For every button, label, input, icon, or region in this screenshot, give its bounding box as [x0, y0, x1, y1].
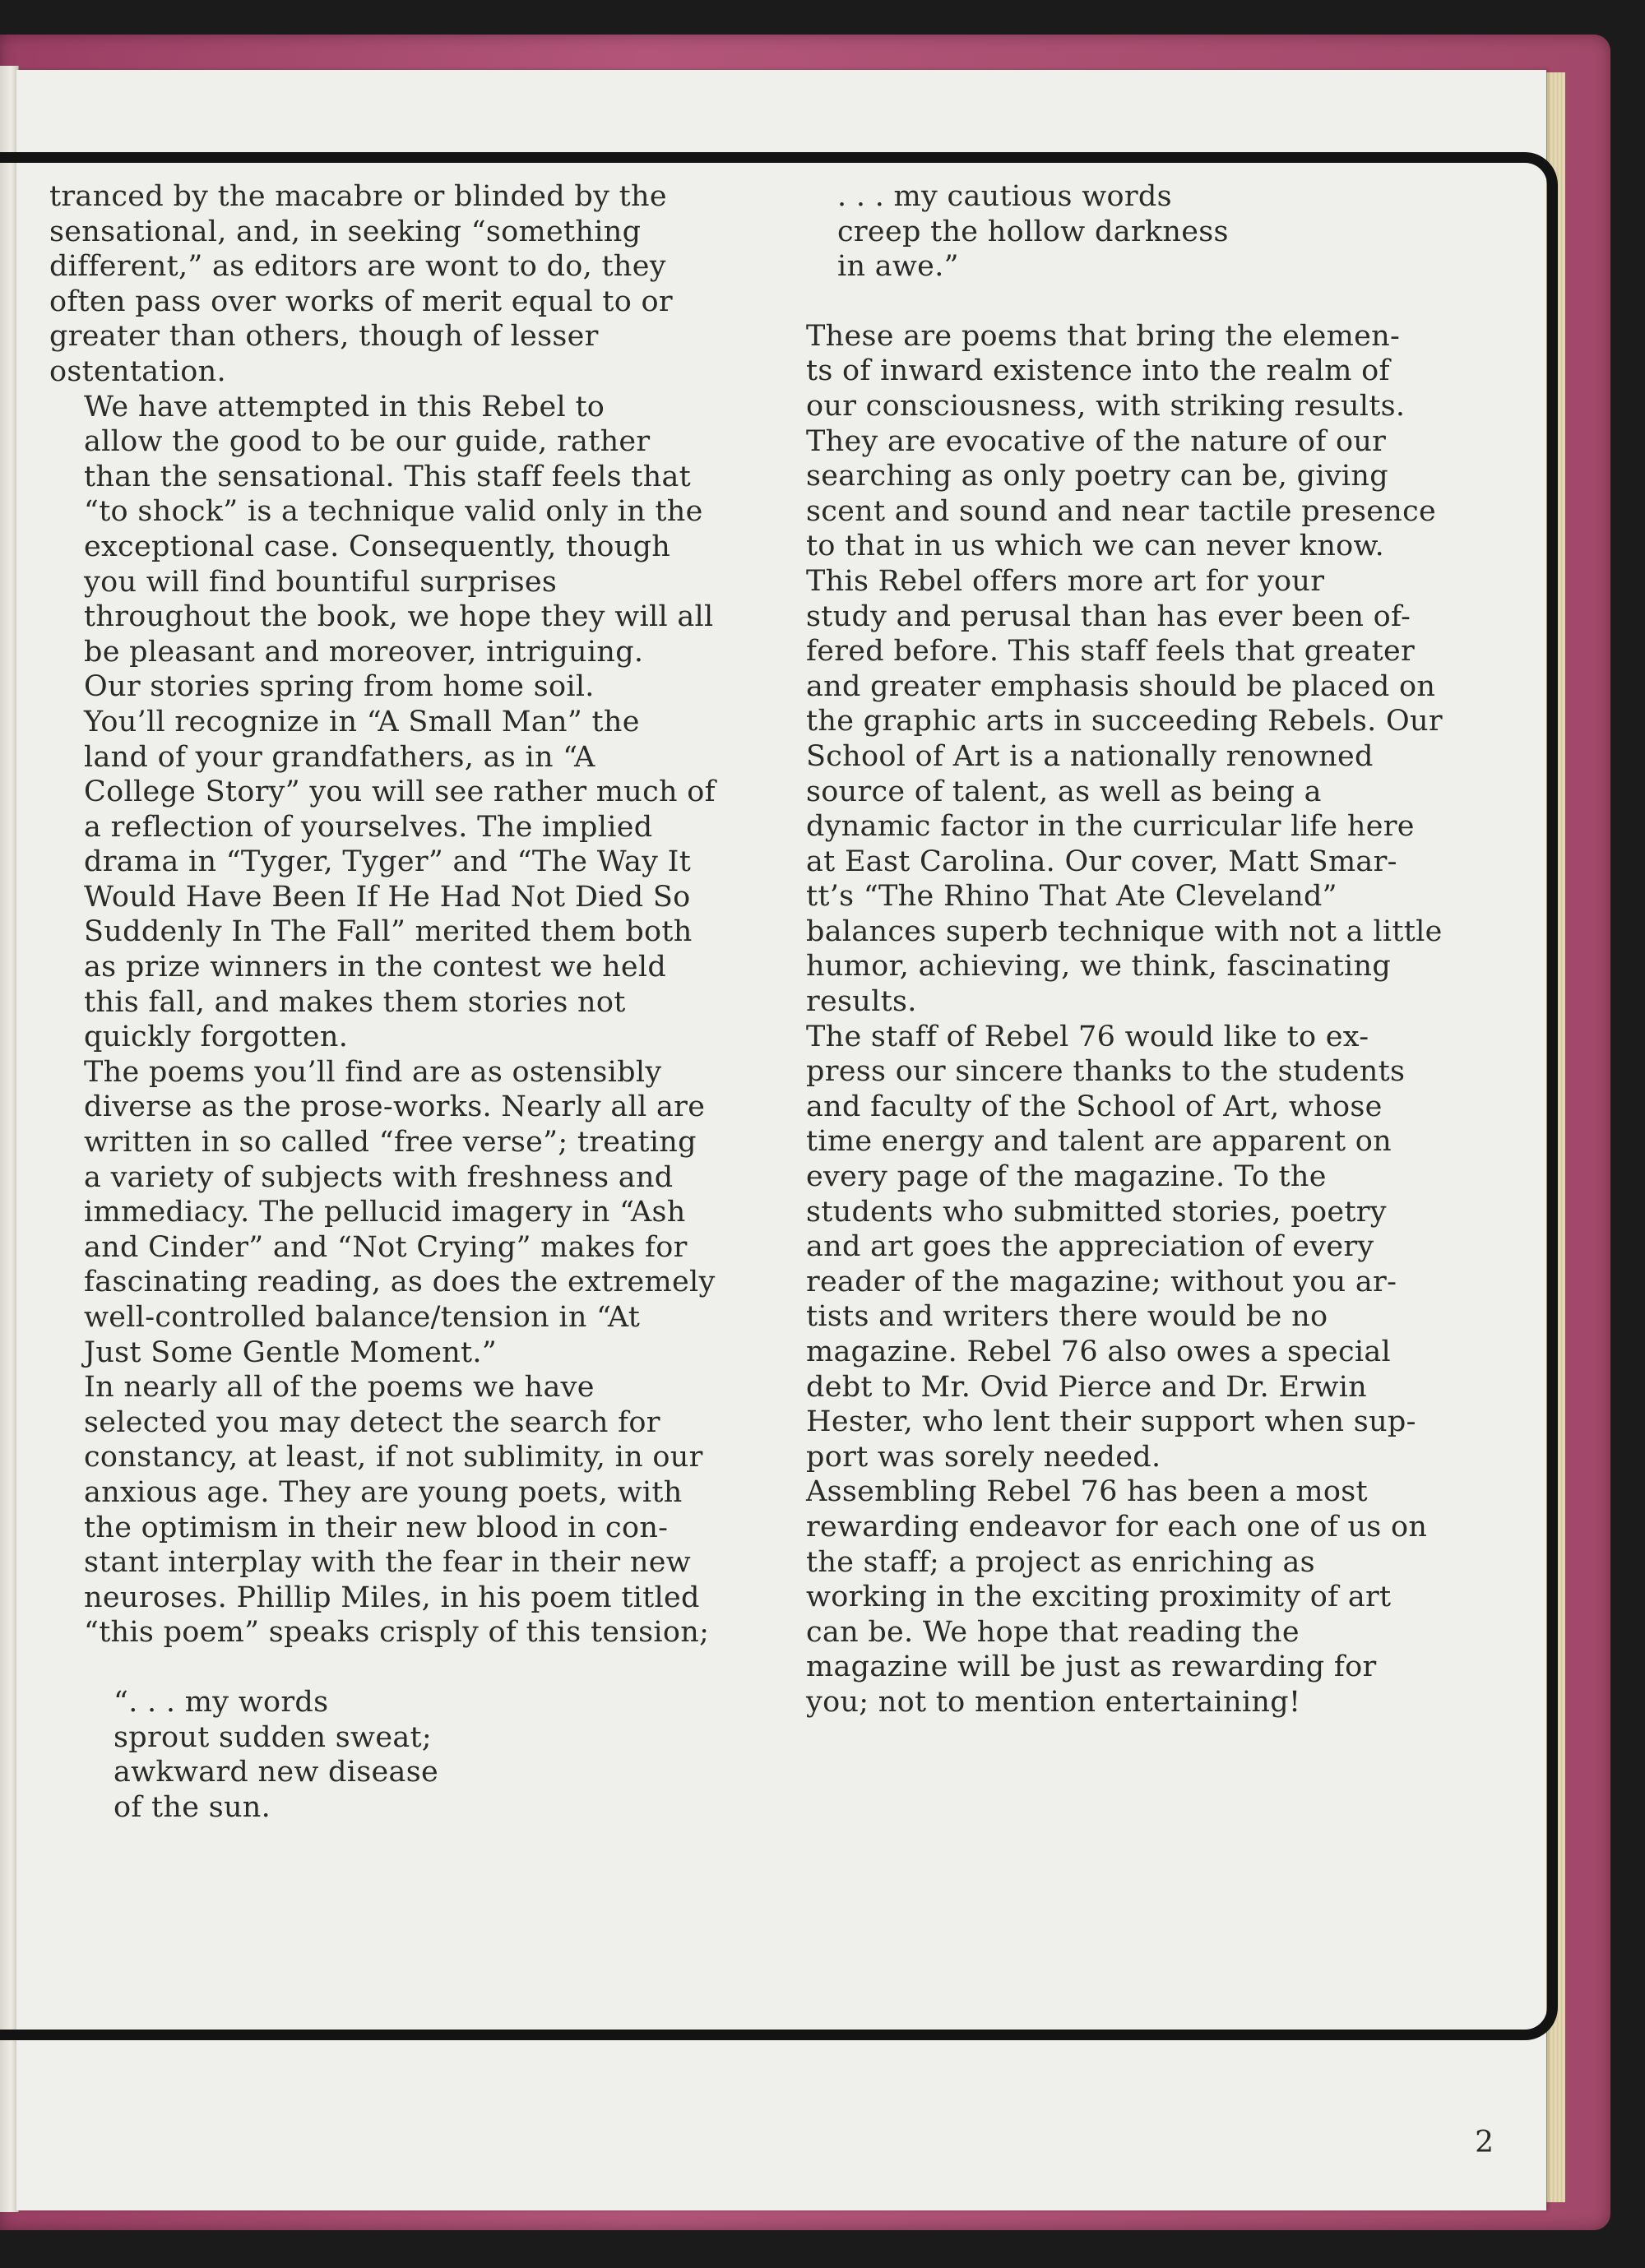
text-line: ostentation.	[49, 354, 226, 388]
text-line: of the sun.	[114, 1790, 271, 1824]
text-line: The staff of Rebel 76 would like to ex-	[806, 1020, 1369, 1053]
text-line: study and perusal than has ever been of-	[806, 599, 1411, 633]
text-line: College Story” you will see rather much of	[84, 775, 716, 809]
text-line: neuroses. Phillip Miles, in his poem titled	[84, 1581, 700, 1614]
text-line: written in so called “free verse”; treating	[84, 1126, 697, 1159]
text-line: throughout the book, we hope they will all	[84, 600, 714, 634]
text-line: port was sorely needed.	[806, 1440, 1161, 1474]
text-line: tranced by the macabre or blinded by the	[49, 180, 667, 213]
text-line: Suddenly In The Fall” merited them both	[84, 915, 693, 949]
poem-excerpt	[49, 1685, 724, 1825]
text-line: magazine will be just as rewarding for	[806, 1650, 1377, 1684]
text-line: working in the exciting proximity of art	[806, 1581, 1392, 1614]
text-line: selected you may detect the search for	[84, 1405, 660, 1439]
text-line: These are poems that bring the elemen-	[806, 319, 1401, 353]
text-line: our consciousness, with striking results.	[806, 389, 1406, 423]
paragraph	[772, 564, 1462, 1020]
paragraph	[49, 1370, 724, 1650]
text-line: “to shock” is a technique valid only in the	[84, 495, 703, 529]
text-line: as prize winners in the contest we held	[84, 951, 667, 984]
text-line: “this poem” speaks crisply of this tension;	[84, 1616, 710, 1650]
text-line: the graphic arts in succeeding Rebels. Our	[806, 705, 1443, 738]
text-line: creep the hollow darkness	[837, 215, 1229, 248]
text-line: stant interplay with the fear in their new	[84, 1546, 691, 1580]
text-line: exceptional case. Consequently, though	[84, 530, 671, 563]
text-line: Our stories spring from home soil.	[84, 670, 595, 704]
text-line: School of Art is a nationally renowned	[806, 739, 1374, 773]
text-line: ts of inward existence into the realm of	[806, 354, 1390, 388]
text-line: This Rebel offers more art for your	[806, 564, 1325, 598]
paragraph	[49, 669, 724, 1055]
text-line: to that in us which we can never know.	[806, 530, 1385, 563]
text-line: debt to Mr. Ovid Pierce and Dr. Erwin	[806, 1370, 1367, 1404]
text-line: sprout sudden sweat;	[114, 1720, 432, 1754]
text-line: and faculty of the School of Art, whose	[806, 1090, 1383, 1123]
text-line: The poems you’ll find are as ostensibly	[84, 1055, 662, 1089]
text-line: diverse as the prose-works. Nearly all are	[84, 1090, 706, 1124]
text-line: land of your grandfathers, as in “A	[84, 740, 595, 774]
text-line: press our sincere thanks to the students	[806, 1055, 1406, 1089]
text-line: a reflection of yourselves. The implied	[84, 810, 653, 844]
poem-excerpt	[772, 179, 1462, 285]
text-line: scent and sound and near tactile presence	[806, 494, 1437, 528]
paragraph	[772, 319, 1462, 564]
text-line: Just Some Gentle Moment.”	[84, 1335, 498, 1369]
text-line: results.	[806, 985, 917, 1019]
text-line: fascinating reading, as does the extremely	[84, 1266, 716, 1299]
text-line: sensational, and, in seeking “something	[49, 215, 642, 248]
text-line: the staff; a project as enriching as	[806, 1545, 1315, 1579]
text-line: In nearly all of the poems we have	[84, 1371, 595, 1405]
paragraph	[49, 390, 724, 670]
text-line: than the sensational. This staff feels that	[84, 460, 692, 493]
paragraph	[49, 179, 724, 390]
text-line: a variety of subjects with freshness and	[84, 1160, 674, 1194]
text-line: different,” as editors are wont to do, they	[49, 250, 666, 284]
text-line: They are evocative of the nature of our	[806, 424, 1387, 458]
text-line: Hester, who lent their support when sup-	[806, 1405, 1416, 1439]
text-line: allow the good to be our guide, rather	[84, 425, 651, 459]
text-line: can be. We hope that reading the	[806, 1615, 1300, 1649]
text-line: you will find bountiful surprises	[84, 565, 558, 599]
text-line: magazine. Rebel 76 also owes a special	[806, 1335, 1392, 1368]
text-line: . . . my cautious words	[837, 180, 1172, 213]
page-number: 2	[1475, 2126, 1494, 2159]
text-line: humor, achieving, we think, fascinating	[806, 950, 1392, 984]
text-line: searching as only poetry can be, giving	[806, 460, 1388, 493]
paragraph	[772, 1020, 1462, 1475]
text-line: rewarding endeavor for each one of us on	[806, 1510, 1428, 1544]
text-line: You’ll recognize in “A Small Man” the	[84, 705, 640, 738]
text-line: greater than others, though of lesser	[49, 320, 599, 354]
text-line: “. . . my words	[114, 1685, 329, 1719]
text-line: fered before. This staff feels that greater	[806, 635, 1416, 669]
text-line: every page of the magazine. To the	[806, 1160, 1327, 1194]
text-line: this fall, and makes them stories not	[84, 985, 626, 1019]
text-line: drama in “Tyger, Tyger” and “The Way It	[84, 845, 692, 879]
text-line: reader of the magazine; without you ar-	[806, 1265, 1397, 1298]
text-line: immediacy. The pellucid imagery in “Ash	[84, 1196, 686, 1229]
paragraph	[49, 1055, 724, 1370]
text-line: students who submitted stories, poetry	[806, 1195, 1387, 1229]
text-line: constancy, at least, if not sublimity, in our	[84, 1441, 703, 1474]
text-line: quickly forgotten.	[84, 1021, 349, 1054]
text-line: tists and writers there would be no	[806, 1300, 1328, 1334]
text-line: anxious age. They are young poets, with	[84, 1475, 683, 1509]
text-line: time energy and talent are apparent on	[806, 1125, 1392, 1159]
text-line: Assembling Rebel 76 has been a most	[806, 1475, 1368, 1509]
text-line: often pass over works of merit equal to or	[49, 285, 673, 318]
text-line: and Cinder” and “Not Crying” makes for	[84, 1230, 688, 1264]
text-line: source of talent, as well as being a	[806, 775, 1322, 808]
paragraph	[772, 1474, 1462, 1720]
text-line: awkward new disease	[114, 1756, 438, 1789]
text-line: in awe.”	[837, 250, 959, 284]
text-line: dynamic factor in the curricular life here	[806, 810, 1415, 844]
text-line: Would Have Been If He Had Not Died So	[84, 880, 691, 914]
text-line: at East Carolina. Our cover, Matt Smar-	[806, 845, 1397, 878]
left-column	[49, 179, 724, 1825]
text-line: and art goes the appreciation of every	[806, 1230, 1374, 1264]
text-line: well-controlled balance/tension in “At	[84, 1301, 641, 1334]
text-line: tt’s “The Rhino That Ate Cleveland”	[806, 880, 1337, 914]
text-line: and greater emphasis should be placed on	[806, 669, 1436, 703]
text-line: We have attempted in this Rebel to	[84, 390, 605, 424]
text-line: you; not to mention entertaining!	[806, 1685, 1301, 1719]
right-column	[772, 179, 1462, 1720]
text-line: be pleasant and moreover, intriguing.	[84, 635, 644, 669]
text-line: balances superb technique with not a little	[806, 914, 1443, 948]
text-line: the optimism in their new blood in con-	[84, 1511, 669, 1544]
